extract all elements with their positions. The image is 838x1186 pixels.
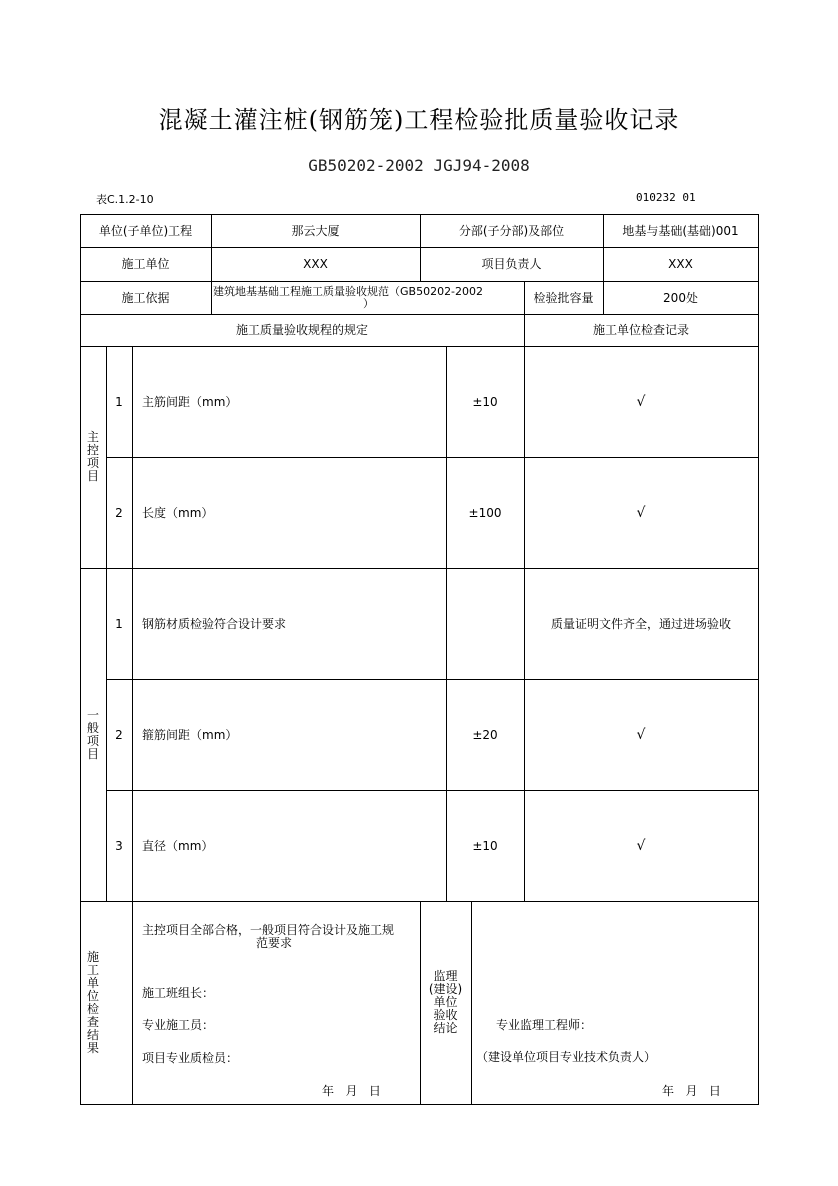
construction-unit-label: 施工单位 bbox=[121, 257, 170, 271]
sub-project-label: 分部(子分部)及部位 bbox=[458, 223, 565, 238]
form-number: 表C.1.2-10 bbox=[96, 193, 154, 206]
supervision-label-4: 验收 bbox=[433, 1008, 458, 1022]
project-manager-value: XXX bbox=[668, 257, 693, 271]
project-manager-label: 项目负责人 bbox=[481, 257, 542, 271]
row-number: 1 bbox=[115, 616, 123, 631]
date-left: 年 月 日 bbox=[322, 1084, 381, 1098]
spec-header: 施工质量验收规程的规定 bbox=[235, 323, 368, 337]
item-name: 长度（mm） bbox=[142, 505, 214, 520]
unit-project-label: 单位(子单位)工程 bbox=[98, 223, 193, 238]
unit-project-value: 那云大厦 bbox=[291, 223, 340, 238]
construction-result-label: 施 工 单 位 检 查 结 果 bbox=[86, 949, 99, 1055]
tolerance bbox=[446, 568, 524, 679]
construction-unit-value: XXX bbox=[303, 257, 328, 271]
supervision-label-2: (建设) bbox=[428, 982, 463, 996]
tolerance: ±20 bbox=[472, 727, 498, 742]
batch-capacity-label: 检验批容量 bbox=[533, 290, 594, 305]
supervision-label-5: 结论 bbox=[433, 1021, 458, 1035]
form-code: 010232 01 bbox=[636, 191, 696, 204]
tolerance: ±10 bbox=[472, 394, 498, 409]
row-number: 2 bbox=[115, 727, 123, 742]
batch-capacity-value: 200处 bbox=[663, 290, 698, 305]
standards-subtitle: GB50202-2002 JGJ94-2008 bbox=[308, 156, 530, 175]
check-record: 质量证明文件齐全，通过进场验收 bbox=[550, 616, 731, 631]
row-number: 3 bbox=[115, 838, 123, 853]
check-record: √ bbox=[636, 393, 646, 410]
owner-label: （建设单位项目专业技术负责人） bbox=[476, 1050, 657, 1064]
inspector-label: 项目专业质检员： bbox=[142, 1051, 239, 1065]
rule bbox=[471, 901, 472, 1104]
check-record: √ bbox=[636, 504, 646, 521]
supervision-label bbox=[420, 901, 471, 1104]
page-title: 混凝土灌注桩(钢筋笼)工程检验批质量验收记录 bbox=[158, 106, 680, 134]
result-line-1: 主控项目全部合格，一般项目符合设计及施工规 bbox=[142, 923, 395, 937]
rule bbox=[80, 1104, 759, 1105]
team-leader-label: 施工班组长： bbox=[142, 986, 215, 1000]
supervision-label-1: 监理 bbox=[433, 969, 458, 983]
record-header: 施工单位检查记录 bbox=[592, 323, 689, 337]
date-right: 年 月 日 bbox=[662, 1084, 721, 1098]
check-record: √ bbox=[636, 837, 646, 854]
basis-value bbox=[213, 282, 524, 313]
tolerance: ±100 bbox=[468, 505, 502, 520]
item-name: 主筋间距（mm） bbox=[142, 394, 238, 409]
sub-project-value: 地基与基础(基础)001 bbox=[622, 223, 739, 238]
item-name: 钢筋材质检验符合设计要求 bbox=[142, 616, 287, 631]
row-number: 1 bbox=[115, 394, 123, 409]
row-number: 2 bbox=[115, 505, 123, 520]
basis-label: 施工依据 bbox=[121, 290, 170, 305]
general-items-label: 一 般 项 目 bbox=[86, 707, 99, 761]
supervisor-label: 专业监理工程师： bbox=[496, 1018, 593, 1032]
worker-label: 专业施工员： bbox=[142, 1018, 215, 1032]
result-line-2: 范要求 bbox=[256, 936, 293, 950]
rule bbox=[80, 214, 81, 1105]
rule bbox=[758, 214, 759, 1105]
item-name: 直径（mm） bbox=[142, 838, 214, 853]
item-name: 箍筋间距（mm） bbox=[142, 727, 238, 742]
basis-line-2: ） bbox=[363, 296, 374, 310]
basis-line-1: 建筑地基基础工程施工质量验收规范（GB50202-2002 bbox=[213, 284, 484, 298]
result-text bbox=[142, 924, 417, 950]
supervision-label-3: 单位 bbox=[433, 995, 458, 1009]
check-record: √ bbox=[636, 726, 646, 743]
tolerance: ±10 bbox=[472, 838, 498, 853]
main-control-label: 主 控 项 目 bbox=[86, 430, 99, 483]
